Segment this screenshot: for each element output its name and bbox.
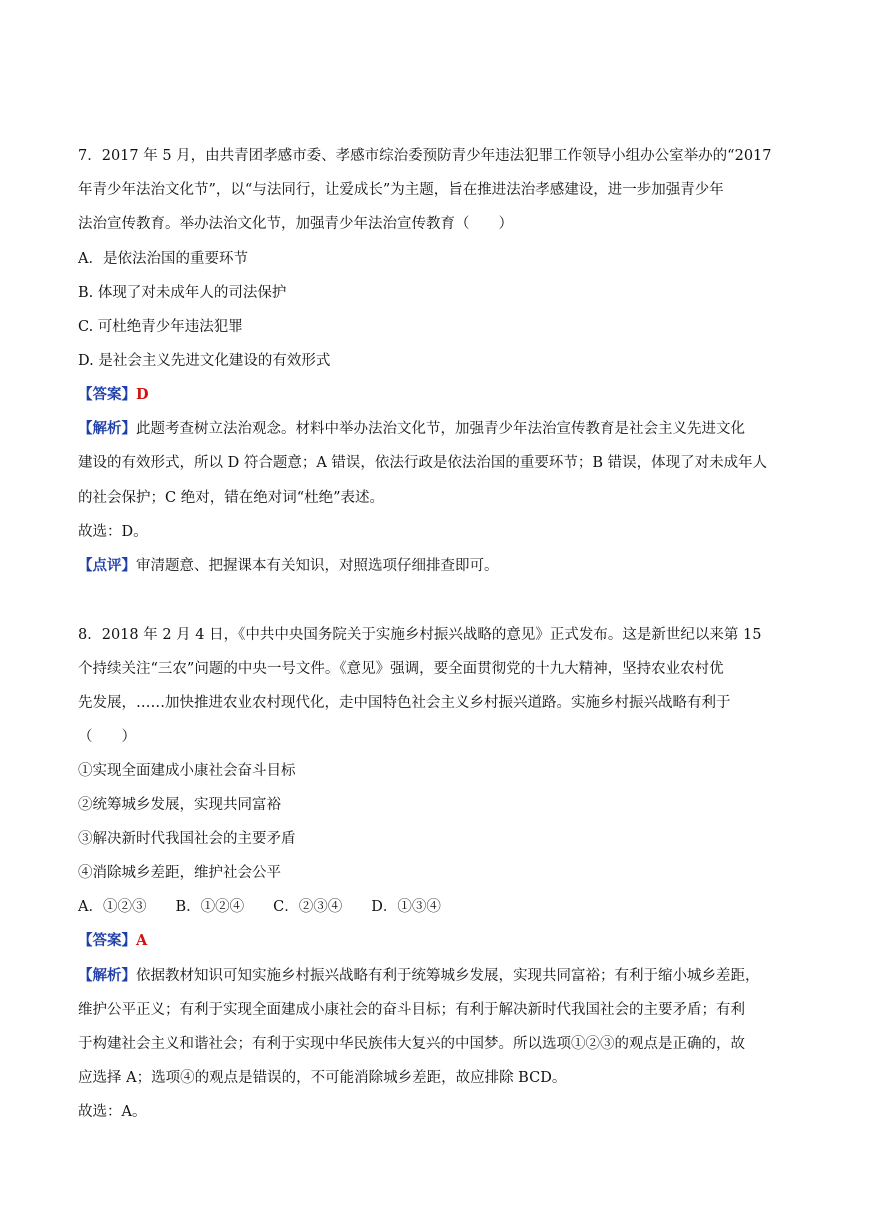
q7-analysis-line-1	[78, 419, 798, 439]
q7-option-d: D. 是社会主义先进文化建设的有效形式	[78, 353, 331, 369]
q7-analysis-label: 【解析】	[78, 420, 136, 437]
q8-statement-2: ②统筹城乡发展，实现共同富裕	[78, 797, 281, 813]
q7-option-c: C. 可杜绝青少年违法犯罪	[78, 319, 243, 335]
q7-comment-text: 审清题意、把握课本有关知识，对照选项仔细排查即可。	[136, 558, 499, 574]
q8-analysis-line-3: 于构建社会主义和谐社会；有利于实现中华民族伟大复兴的中国梦。所以选项①②③的观点是正确的，故	[78, 1036, 745, 1052]
q7-analysis-line-2: 建设的有效形式，所以 D 符合题意；A 错误，依法行政是依法治国的重要环节；B 错误，体现了对未成年人	[78, 455, 768, 471]
q7-option-a: A．是依法治国的重要环节	[78, 251, 248, 267]
q7-answer-label: 【答案】	[78, 386, 136, 403]
q8-analysis-text-1: 依据教材知识可知实施乡村振兴战略有利于统筹城乡发展，实现共同富裕；有利于缩小城乡差距，	[136, 968, 760, 984]
q7-analysis-line-3: 的社会保护；C 绝对，错在绝对词“杜绝”表述。	[78, 490, 385, 506]
q8-analysis-label: 【解析】	[78, 967, 136, 984]
q8-statement-4: ④消除城乡差距，维护社会公平	[78, 865, 281, 881]
q8-stem-line-1: 8．2018 年 2 月 4 日，《中共中央国务院关于实施乡村振兴战略的意见》正式发布。这是新世纪以来第 15	[78, 627, 762, 643]
q8-answer-label: 【答案】	[78, 932, 136, 949]
q7-option-b: B. 体现了对未成年人的司法保护	[78, 285, 287, 301]
q8-stem-line-2: 个持续关注“三农”问题的中央一号文件。《意见》强调，要全面贯彻党的十九大精神，坚持农业农村优	[78, 661, 724, 677]
q8-options: A．①②③ B．①②④ C．②③④ D．①③④	[78, 899, 441, 915]
q8-analysis-line-1	[78, 966, 798, 986]
q7-comment	[78, 556, 798, 576]
q8-statement-1: ①实现全面建成小康社会奋斗目标	[78, 763, 296, 779]
q7-stem-line-2: 年青少年法治文化节”，以“与法同行，让爱成长”为主题，旨在推进法治孝感建设，进一步加强青少年	[78, 182, 724, 198]
q8-statement-3: ③解决新时代我国社会的主要矛盾	[78, 831, 296, 847]
q8-answer-value: A	[136, 932, 148, 949]
q7-comment-label: 【点评】	[78, 557, 136, 574]
q8-answer	[78, 931, 798, 951]
q7-stem-line-3: 法治宣传教育。举办法治文化节，加强青少年法治宣传教育（ ）	[78, 216, 513, 232]
q7-stem-line-1: 7．2017 年 5 月，由共青团孝感市委、孝感市综治委预防青少年违法犯罪工作领导小组办公室举办的“2017	[78, 148, 772, 164]
q8-stem-line-3: 先发展，……加快推进农业农村现代化，走中国特色社会主义乡村振兴道路。实施乡村振兴战略有利于	[78, 695, 731, 711]
q8-stem-line-4: （ ）	[78, 729, 136, 745]
q7-answer	[78, 385, 798, 405]
q7-analysis-text-1: 此题考查树立法治观念。材料中举办法治文化节，加强青少年法治宣传教育是社会主义先进文化	[136, 421, 745, 437]
q7-choose: 故选：D。	[78, 524, 148, 540]
q8-choose: 故选：A。	[78, 1104, 147, 1120]
q7-answer-value: D	[136, 386, 149, 403]
q8-analysis-line-4: 应选择 A；选项④的观点是错误的，不可能消除城乡差距，故应排除 BCD。	[78, 1070, 567, 1086]
q8-analysis-line-2: 维护公平正义；有利于实现全面建成小康社会的奋斗目标；有利于解决新时代我国社会的主要矛盾；有利	[78, 1002, 745, 1018]
